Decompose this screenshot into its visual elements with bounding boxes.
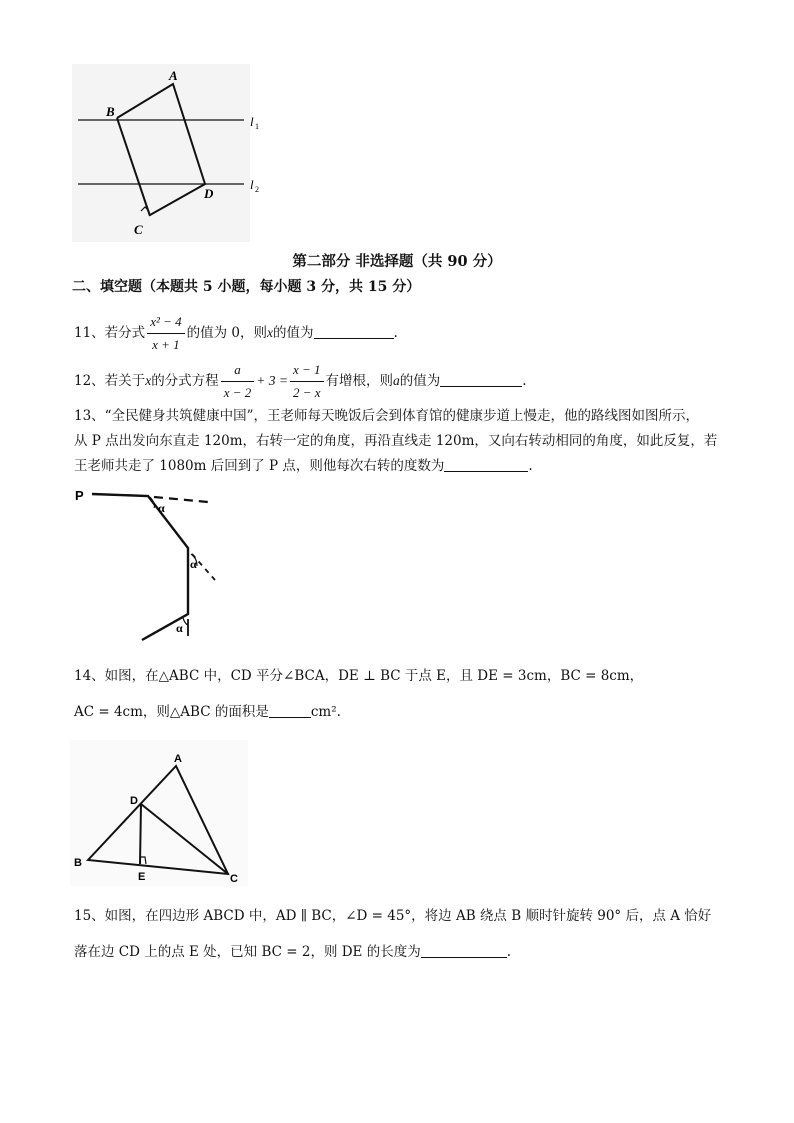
label-l1-sub: 1 xyxy=(255,122,259,131)
q12-f1-den: x − 2 xyxy=(223,385,252,400)
q11-mid: 的值为 0，则 xyxy=(186,325,268,341)
figure-parallel-lines xyxy=(72,64,272,244)
label-C: C xyxy=(230,873,238,885)
figure-walking-route xyxy=(72,484,222,652)
q15-line2: 落在边 CD 上的点 E 处，已知 BC = 2，则 DE 的长度为 xyxy=(74,944,421,960)
q11-prefix: 11、若分式 xyxy=(74,325,146,341)
q12-f2-num: x − 1 xyxy=(290,360,324,382)
q12-text1: 的分式方程 xyxy=(151,373,219,389)
q11-end: . xyxy=(393,325,398,341)
q12-answer-blank[interactable] xyxy=(440,372,522,387)
figure-walking-route-svg xyxy=(72,484,222,652)
q12-plus: + 3 = xyxy=(256,373,288,388)
q15-line1: 15、如图，在四边形 ABCD 中，AD ∥ BC，∠D = 45°，将边 AB 绕点 B 顺时针旋转 90° 后，点 A 恰好 xyxy=(74,908,712,924)
q12-f2-den: 2 − x xyxy=(292,385,321,400)
q14-end: . xyxy=(336,704,341,720)
question-12 xyxy=(74,360,527,403)
q11-var: x xyxy=(267,325,274,340)
label-D: D xyxy=(130,795,138,807)
figure-triangle-abc xyxy=(70,740,250,888)
figure-background xyxy=(70,740,248,886)
q13-line1: 13、“全民健身共筑健康中国”，王老师每天晚饭后会到体育馆的健康步道上慢走，他的路线图如图所示， xyxy=(74,408,699,424)
label-l2-sub: 2 xyxy=(255,185,259,194)
q14-line1: 14、如图，在△ABC 中，CD 平分∠BCA，DE ⊥ BC 于点 E，且 DE = 3cm，BC = 8cm， xyxy=(74,668,644,684)
q12-fraction-2 xyxy=(290,360,324,403)
q13-end: . xyxy=(528,458,533,474)
question-11 xyxy=(74,312,398,355)
q12-end: . xyxy=(522,373,527,389)
q12-prefix: 12、若关于 xyxy=(74,373,146,389)
route-path xyxy=(92,494,188,640)
label-alpha-2: α xyxy=(190,557,197,571)
label-C: C xyxy=(134,222,143,237)
label-B: B xyxy=(106,104,115,119)
q11-frac-den: x + 1 xyxy=(152,337,180,352)
label-alpha-1: α xyxy=(158,501,165,515)
label-E: E xyxy=(138,871,146,883)
q13-line3: 王老师共走了 1080m 后回到了 P 点，则他每次右转的度数为 xyxy=(74,458,445,474)
label-D: D xyxy=(204,186,214,201)
q12-text3: 的值为 xyxy=(399,373,441,389)
question-13 xyxy=(74,404,717,479)
q12-var: x xyxy=(145,373,152,388)
question-14-line2 xyxy=(74,702,341,722)
q12-var-a: a xyxy=(393,373,400,388)
q11-answer-blank[interactable] xyxy=(314,324,394,339)
label-l2: l xyxy=(250,177,254,192)
q14-line2a: AC = 4cm，则△ABC 的面积是 xyxy=(74,704,269,720)
q11-fraction xyxy=(147,312,184,355)
label-P: P xyxy=(75,488,84,503)
label-A: A xyxy=(169,68,178,83)
q15-answer-blank[interactable] xyxy=(421,943,507,958)
label-alpha-3: α xyxy=(176,621,183,635)
q11-suffix: 的值为 xyxy=(273,325,314,341)
q12-text2: 有增根，则 xyxy=(325,373,394,389)
question-14 xyxy=(74,666,643,686)
q11-frac-num: x² − 4 xyxy=(147,312,184,334)
question-15-line2 xyxy=(74,942,511,962)
q12-f1-num: a xyxy=(221,360,255,382)
q13-answer-blank[interactable] xyxy=(444,457,528,472)
figure-parallel-lines-svg xyxy=(72,64,272,244)
section-title: 二、填空题（本题共 5 小题，每小题 3 分，共 15 分） xyxy=(72,279,421,295)
q14-answer-blank[interactable] xyxy=(269,703,311,718)
question-15 xyxy=(74,906,711,926)
label-A: A xyxy=(174,753,182,765)
label-l1: l xyxy=(250,114,254,129)
figure-triangle-abc-svg xyxy=(70,740,250,888)
segment-de xyxy=(140,804,141,864)
part2-title: 第二部分 非选择题（共 90 分） xyxy=(292,253,502,270)
q12-fraction-1 xyxy=(221,360,255,403)
q14-line2b: cm² xyxy=(310,704,337,720)
q13-line2: 从 P 点出发向东直走 120m，右转一定的角度，再沿直线走 120m，又向右转动相同的角度，如此反复，若 xyxy=(74,433,718,449)
label-B: B xyxy=(74,857,82,869)
q15-end: . xyxy=(506,944,512,960)
